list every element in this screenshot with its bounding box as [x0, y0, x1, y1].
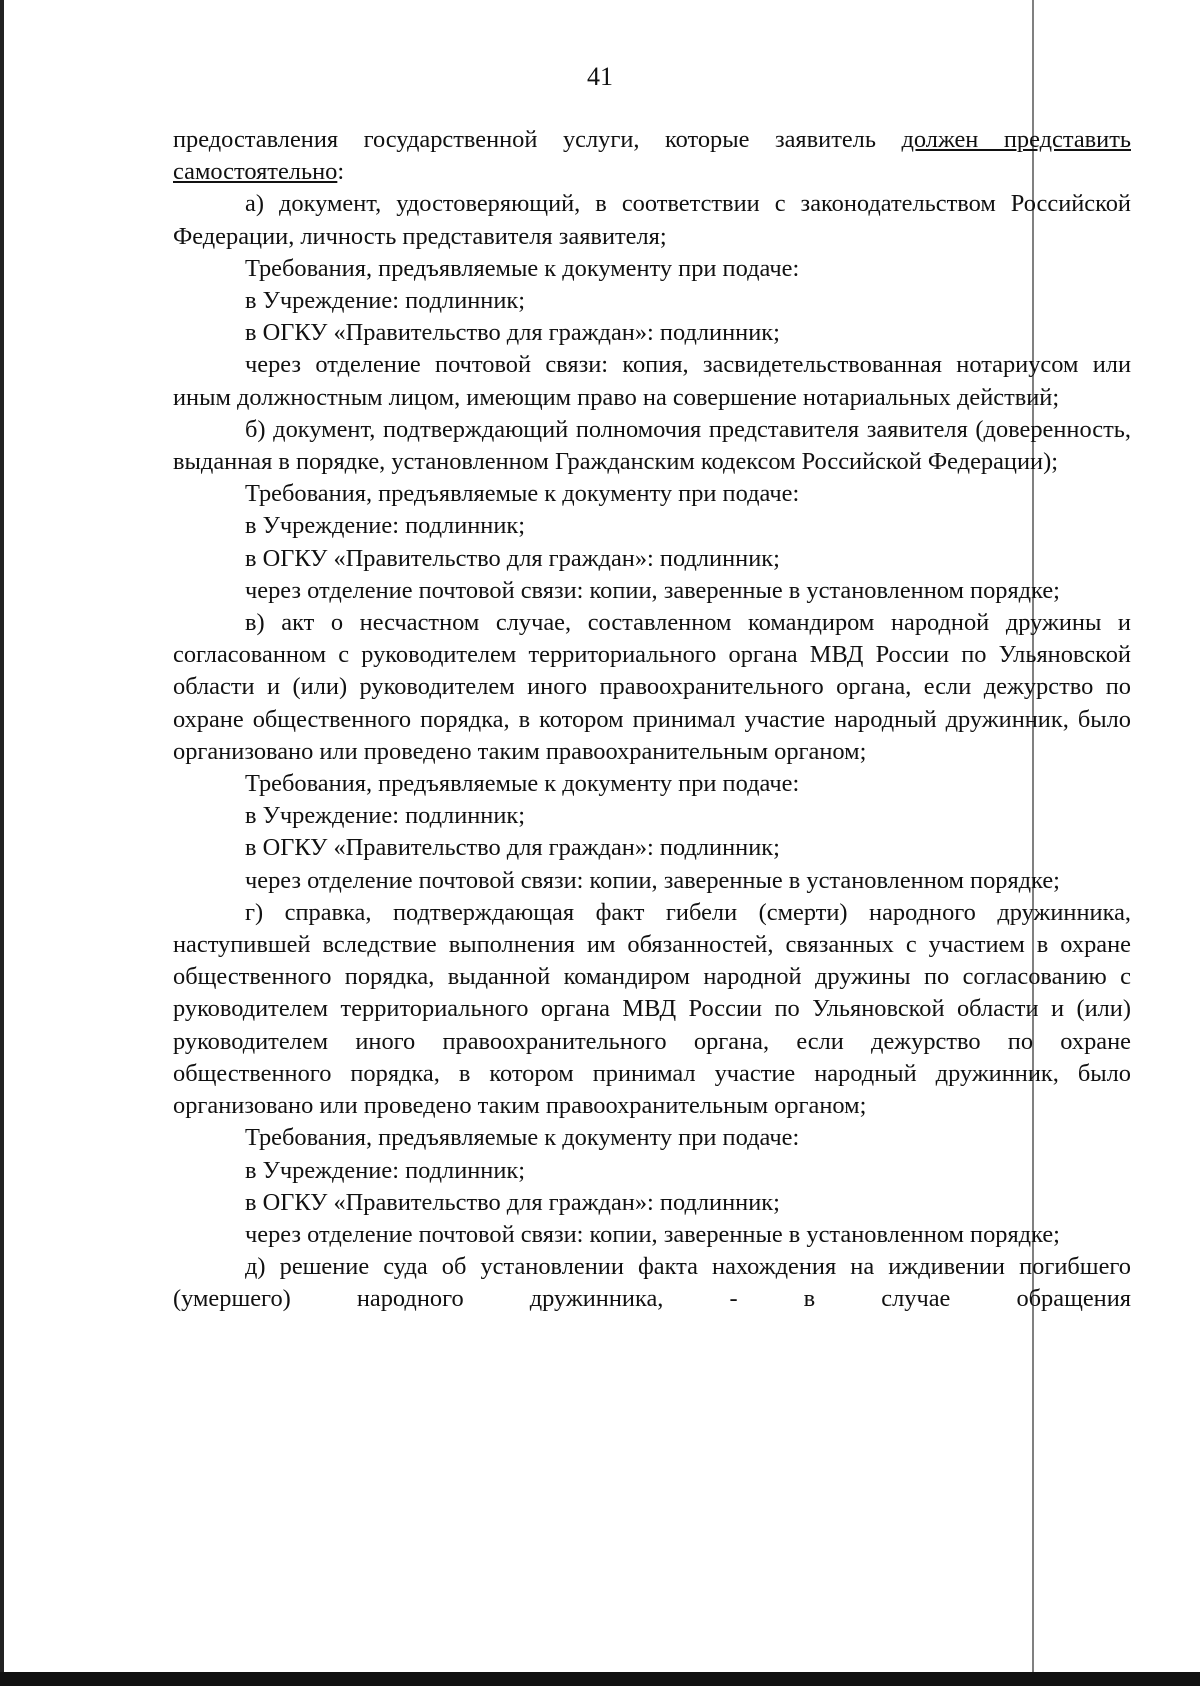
intro-punct: : [337, 158, 345, 186]
page-number: 41 [587, 62, 613, 91]
requirements-heading: Требования, предъявляемые к документу при подаче: [245, 480, 800, 508]
requirement-institution: в Учреждение: подлинник; [245, 287, 526, 315]
requirements-heading: Требования, предъявляемые к документу при подаче: [245, 770, 800, 798]
requirement-ogku: в ОГКУ «Правительство для граждан»: подлинник; [245, 834, 780, 862]
requirement-post: через отделение почтовой связи: копии, заверенные в установленном порядке; [245, 866, 1060, 894]
item-a: а) документ, удостоверяющий, в соответствии с законодательством Российской Федерации, личность представителя заявителя; [173, 190, 1131, 250]
requirement-institution: в Учреждение: подлинник; [245, 802, 526, 830]
intro-text: предоставления государственной услуги, которые заявитель [173, 126, 902, 153]
requirements-heading: Требования, предъявляемые к документу при подаче: [245, 1124, 800, 1152]
scan-bottom-edge [0, 1672, 1200, 1686]
body-text [173, 124, 1131, 1316]
item-g: г) справка, подтверждающая факт гибели (смерти) народного дружинника, наступившей вследствие выполнения им обязанностей, связанных с участием в охране общественного порядка, выданной командиром народной дружины по согласованию с руководителем территориального органа МВД России по Ульяновской области и (или) руководителем иного правоохранительного органа, если дежурство по охране общественного порядка, в котором принимал участие народный дружинник, было организовано или проведено таким правоохранительным органом; [173, 898, 1131, 1120]
requirement-post: через отделение почтовой связи: копии, заверенные в установленном порядке; [245, 576, 1060, 604]
requirement-ogku: в ОГКУ «Правительство для граждан»: подлинник; [245, 319, 780, 347]
underlined-phrase: должен представить самостоятельно [173, 126, 1131, 186]
paragraph-intro [173, 124, 1131, 188]
requirement-institution: в Учреждение: подлинник; [245, 512, 526, 540]
requirement-post: через отделение почтовой связи: копии, заверенные в установленном порядке; [245, 1220, 1060, 1248]
requirement-institution: в Учреждение: подлинник; [245, 1156, 526, 1184]
requirement-ogku: в ОГКУ «Правительство для граждан»: подлинник; [245, 544, 780, 572]
item-d: д) решение суда об установлении факта нахождения на иждивении погибшего (умершего) народного дружинника, - в случае обращения [173, 1253, 1131, 1313]
item-v: в) акт о несчастном случае, составленном командиром народной дружины и согласованном с руководителем территориального органа МВД России по Ульяновской области и (или) руководителем иного правоохранительного органа, если дежурство по охране общественного порядка, в котором принимал участие народный дружинник, было организовано или проведено таким правоохранительным органом; [173, 609, 1131, 765]
requirement-ogku: в ОГКУ «Правительство для граждан»: подлинник; [245, 1188, 780, 1216]
requirement-post: через отделение почтовой связи: копия, засвидетельствованная нотариусом или иным должностным лицом, имеющим право на совершение нотариальных действий; [173, 351, 1131, 411]
item-b: б) документ, подтверждающий полномочия представителя заявителя (доверенность, выданная в порядке, установленном Гражданским кодексом Российской Федерации); [173, 415, 1131, 476]
requirements-heading: Требования, предъявляемые к документу при подаче: [245, 254, 800, 282]
scan-left-edge [0, 0, 4, 1680]
